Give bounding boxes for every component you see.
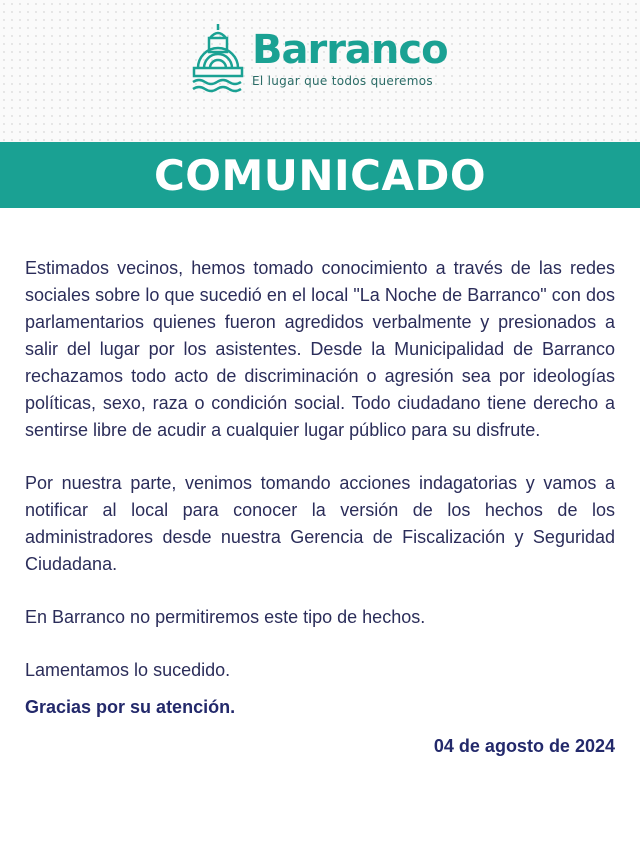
title-banner (0, 142, 640, 208)
lighthouse-logo-icon (190, 22, 246, 94)
barranco-logo (190, 22, 448, 94)
paragraph: Lamentamos lo sucedido. (25, 660, 231, 680)
statement-body (25, 255, 615, 760)
paragraph: En Barranco no permitiremos este tipo de hechos. (25, 607, 426, 627)
brand-name: Barranco (252, 27, 448, 73)
page-title: COMUNICADO (153, 150, 487, 200)
date: 04 de agosto de 2024 (433, 736, 615, 756)
header (0, 0, 640, 142)
closing: Gracias por su atención. (25, 697, 236, 717)
paragraph: Por nuestra parte, venimos tomando acciones indagatorias y vamos a notificar al local para conocer la versión de los hechos de los administradores desde nuestra Gerencia de Fiscalización y Seguridad Ciudadana. (25, 473, 615, 574)
paragraph: Estimados vecinos, hemos tomado conocimiento a través de las redes sociales sobre lo que sucedió en el local "La Noche de Barranco" con dos parlamentarios quienes fueron agredidos verbalmente y presionados a salir del lugar por los asistentes. Desde la Municipalidad de Barranco rechazamos todo acto de discriminación o agresión sea por ideologías políticas, sexo, raza o condición social. Todo ciudadano tiene derecho a sentirse libre de acudir a cualquier lugar público para su disfrute. (25, 258, 615, 440)
brand-tagline: El lugar que todos queremos (252, 74, 433, 88)
